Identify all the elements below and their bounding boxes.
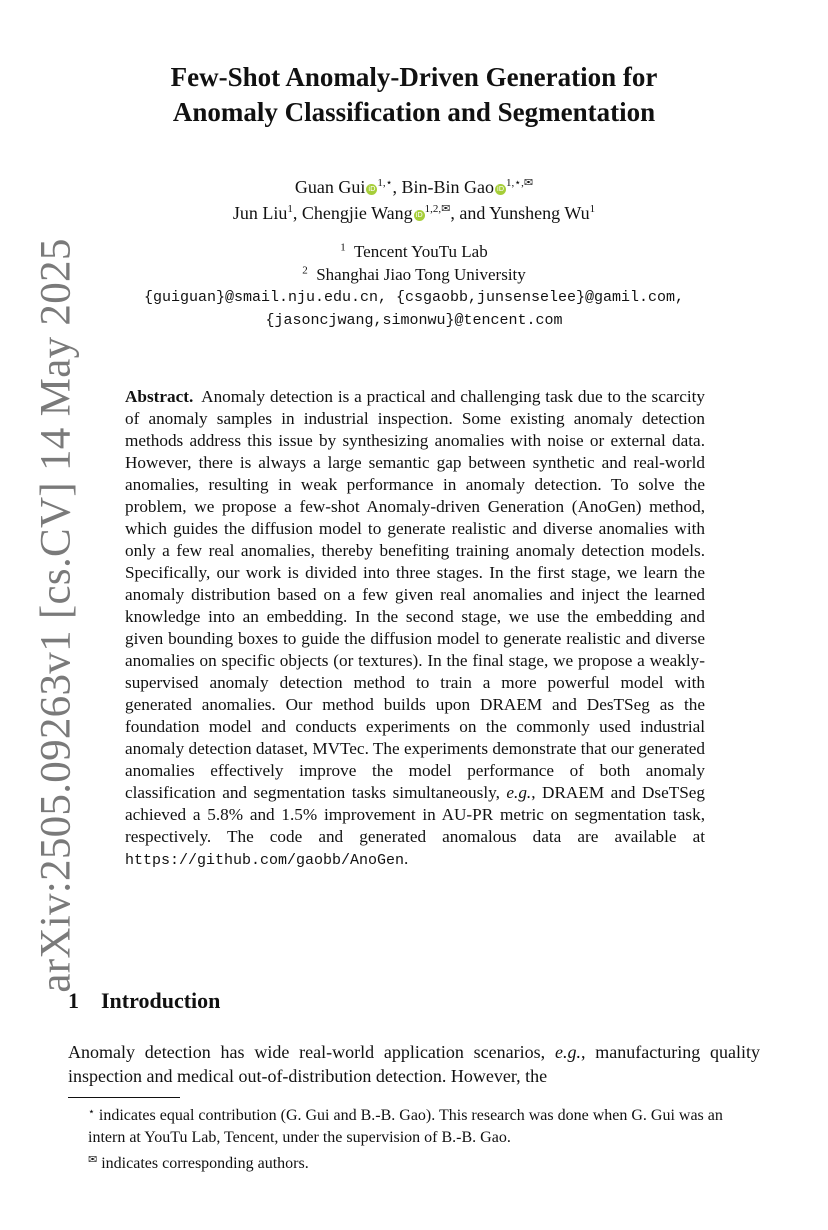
author-name: Jun Liu xyxy=(232,203,288,223)
author-affil-sup: 1 xyxy=(589,203,596,215)
footnote-text: indicates equal contribution (G. Gui and B.-B. Gao). This research was done when G. Gui was an intern at YouTu Lab, Tencent, under the supervision of B.-B. Gao. xyxy=(88,1107,723,1146)
section-number: 1 xyxy=(68,988,79,1013)
abstract-label: Abstract. xyxy=(125,387,194,406)
author-name: Bin-Bin Gao xyxy=(401,177,495,197)
intro-eg: e.g. xyxy=(554,1042,581,1062)
author-list xyxy=(120,174,708,226)
footnote-corresponding xyxy=(88,1149,764,1175)
abstract-eg: e.g. xyxy=(506,783,532,802)
abstract xyxy=(125,386,705,872)
code-link[interactable]: https://github.com/gaobb/AnoGen xyxy=(125,852,405,869)
author-affil-sup: 1,⋆ xyxy=(377,177,393,189)
affiliation-1 xyxy=(90,240,738,263)
affiliation-name: Tencent YouTu Lab xyxy=(353,242,488,261)
footnote-text: indicates corresponding authors. xyxy=(101,1155,309,1172)
section-title: Introduction xyxy=(101,988,221,1013)
abstract-end: . xyxy=(404,849,409,868)
title-line-2: Anomaly Classification and Segmentation xyxy=(172,97,656,127)
affiliation-sup: 1 xyxy=(340,241,346,254)
footnote-equal-contribution xyxy=(88,1101,764,1149)
footnote-rule xyxy=(68,1097,180,1098)
author-line-2: Jun Liu$^1$, Chengjie Wang iD $^{1,2,✉}$, and Yunsheng Wu$^1$ xyxy=(232,203,596,223)
author-line-1: Guan Gui iD $^{1,⋆}$, Bin-Bin Gao iD $^{1,⋆,✉}$ xyxy=(294,177,534,197)
author-affil-sup: 1,2,✉ xyxy=(424,203,451,215)
abstract-text: Anomaly detection is a practical and challenging task due to the scarcity of anomaly samples in industrial inspection. Some existing anomaly detection methods address this issue by synthesizing anomalies with noise or external data. However, there is always a large semantic gap between synthetic and real-world anomalies, resulting in weak performance in anomaly detection. To solve the problem, we propose a few-shot Anomaly-driven Generation (AnoGen) method, which guides the diffusion model to generate realistic and diverse anomalies with only a few real anomalies, thereby benefiting training anomaly detection models. Specifically, our work is divided into three stages. In the first stage, we learn the anomaly distribution based on a few given real anomalies and inject the learned knowledge into an embedding. In the second stage, we use the embedding and given bounding boxes to guide the diffusion model to generate realistic and diverse anomalies on specific objects (or textures). In the final stage, we propose a weakly-supervised anomaly detection method to train a more powerful model with generated anomalies. Our method builds upon DRAEM and DesTSeg as the foundation model and conducts experiments on the commonly used industrial anomaly detection dataset, MVTec. The experiments demonstrate that our generated anomalies effectively improve the model performance of both anomaly classification and segmentation tasks simultaneously, xyxy=(125,387,705,802)
author-name: Yunsheng Wu xyxy=(489,203,590,223)
footnote-mark: ✉ xyxy=(88,1154,98,1166)
author-name: Guan Gui xyxy=(294,177,366,197)
orcid-icon[interactable]: iD xyxy=(415,211,423,219)
author-affil-sup: 1,⋆,✉ xyxy=(506,177,534,189)
author-name: Chengjie Wang xyxy=(301,203,413,223)
intro-text-1: Anomaly detection has wide real-world application scenarios, xyxy=(68,1042,546,1062)
author-affil-sup: 1 xyxy=(287,203,293,215)
paper-title xyxy=(90,60,738,130)
email-line-2: {jasoncjwang,simonwu}@tencent.com xyxy=(265,312,563,329)
arxiv-identifier: arXiv:2505.09263v1 [cs.CV] 14 May 2025 xyxy=(32,237,80,993)
title-line-1: Few-Shot Anomaly-Driven Generation for xyxy=(170,62,658,92)
intro-paragraph xyxy=(68,1040,760,1088)
intro-text-2: , manufacturing quality inspection and medical out-of-distribution detection. However, the xyxy=(68,1042,761,1086)
affiliation-name: Shanghai Jiao Tong University xyxy=(316,265,526,284)
affiliation-sup: 2 xyxy=(302,264,308,277)
affiliation-2 xyxy=(90,263,738,286)
footnotes xyxy=(88,1101,764,1175)
email-line-1: {guiguan}@smail.nju.edu.cn, {csgaobb,junsenselee}@gamil.com, xyxy=(143,289,685,306)
orcid-icon[interactable]: iD xyxy=(496,185,505,193)
orcid-icon[interactable]: iD xyxy=(368,185,376,193)
abstract-text-2: , DRAEM and DseTSeg achieved a 5.8% and 1.5% improvement in AU-PR metric on segmentation task, respectively. The code and generated anomalous data are available at xyxy=(125,783,705,846)
footnote-mark: ⋆ xyxy=(88,1106,95,1118)
affiliations xyxy=(90,240,738,332)
section-heading xyxy=(68,988,220,1014)
arxiv-sidebar xyxy=(20,237,92,993)
